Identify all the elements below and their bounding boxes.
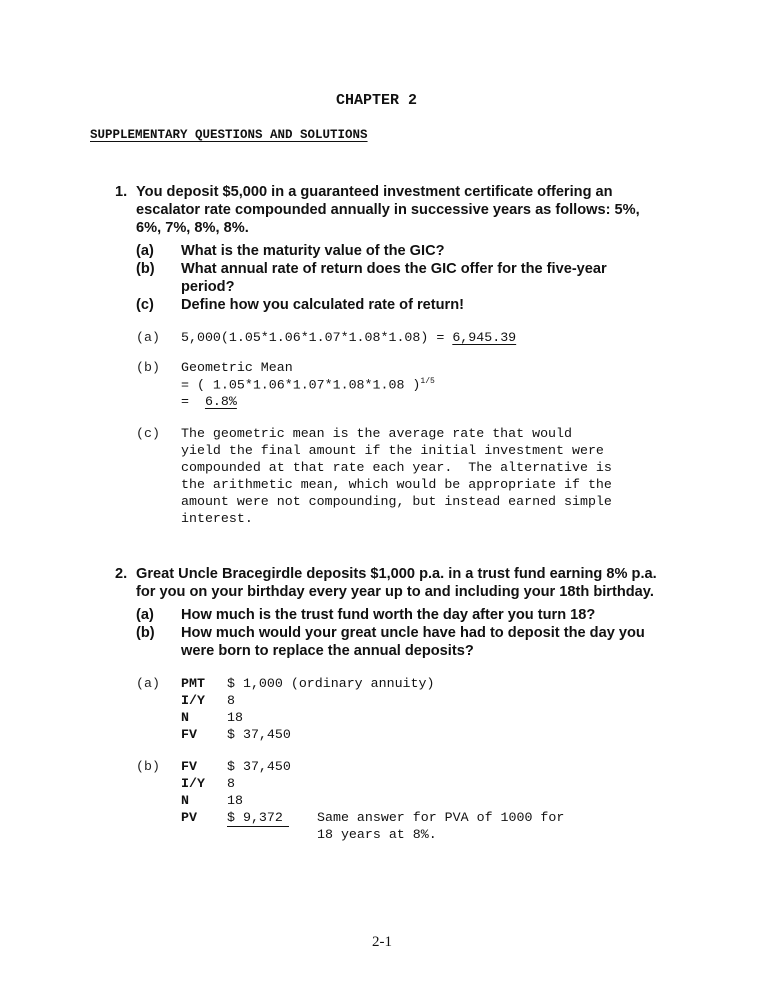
answer-b-line: Geometric Mean bbox=[181, 360, 293, 375]
part-text: Define how you calculated rate of return! bbox=[181, 297, 465, 313]
calc-key: N bbox=[181, 793, 189, 808]
answer-b-note: Same answer for PVA of 1000 for bbox=[317, 810, 565, 825]
answer-b-result-line bbox=[181, 394, 237, 409]
answer-a-line bbox=[181, 330, 516, 345]
answer-b-result: 6.8% bbox=[204, 394, 237, 409]
answer-b-note: 18 years at 8%. bbox=[317, 827, 437, 842]
question-1-number: 1. bbox=[115, 184, 128, 200]
answer-b-formula bbox=[181, 377, 435, 392]
part-label: (a) bbox=[136, 243, 154, 259]
answer-c-line: amount were not compounding, but instead earned simple bbox=[181, 494, 612, 509]
answer-c-line: yield the final amount if the initial investment were bbox=[181, 443, 604, 458]
answer-a-expression: 5,000(1.05*1.06*1.07*1.08*1.08) = bbox=[181, 330, 453, 345]
question-1-line: You deposit $5,000 in a guaranteed investment certificate offering an bbox=[136, 184, 613, 200]
answer-label: (a) bbox=[136, 330, 160, 345]
answer-label: (a) bbox=[136, 676, 160, 691]
calc-value: 8 bbox=[227, 776, 235, 791]
part-text: What is the maturity value of the GIC? bbox=[181, 243, 445, 259]
question-1-line: escalator rate compounded annually in successive years as follows: 5%, bbox=[136, 202, 640, 218]
calc-value: $ 37,450 bbox=[227, 759, 291, 774]
calc-key: PMT bbox=[181, 676, 205, 691]
answer-label: (c) bbox=[136, 426, 160, 441]
calc-value-result: $ 9,372 bbox=[227, 810, 289, 827]
answer-label: (b) bbox=[136, 360, 160, 375]
part-text: period? bbox=[181, 279, 235, 295]
calc-key: N bbox=[181, 710, 189, 725]
question-2-line: for you on your birthday every year up to and including your 18th birthday. bbox=[136, 584, 654, 600]
part-label: (a) bbox=[136, 607, 154, 623]
answer-a-result: 6,945.39 bbox=[452, 330, 517, 345]
part-text: How much would your great uncle have had to deposit the day you bbox=[181, 625, 645, 641]
calc-key: I/Y bbox=[181, 776, 205, 791]
calc-value: 18 bbox=[227, 710, 243, 725]
calc-key: FV bbox=[181, 727, 197, 742]
question-2-line: Great Uncle Bracegirdle deposits $1,000 p.a. in a trust fund earning 8% p.a. bbox=[136, 566, 657, 582]
answer-b-exponent: 1/5 bbox=[420, 377, 435, 386]
answer-b-formula-text: = ( 1.05*1.06*1.07*1.08*1.08 ) bbox=[181, 377, 421, 393]
question-2-number: 2. bbox=[115, 566, 128, 582]
calc-value: 18 bbox=[227, 793, 243, 808]
page-number: 2-1 bbox=[372, 934, 392, 950]
calc-value: $ 1,000 (ordinary annuity) bbox=[227, 676, 435, 691]
part-text: How much is the trust fund worth the day after you turn 18? bbox=[181, 607, 596, 623]
answer-c-line: interest. bbox=[181, 511, 253, 526]
calc-key: FV bbox=[181, 759, 197, 774]
answer-c-line: compounded at that rate each year. The alternative is bbox=[181, 460, 612, 475]
part-label: (c) bbox=[136, 297, 154, 313]
part-label: (b) bbox=[136, 261, 155, 277]
calc-value: 8 bbox=[227, 693, 235, 708]
calc-value: $ 37,450 bbox=[227, 727, 291, 742]
part-text: were born to replace the annual deposits? bbox=[181, 643, 474, 659]
part-label: (b) bbox=[136, 625, 155, 641]
chapter-title: CHAPTER 2 bbox=[336, 92, 418, 109]
question-1-line: 6%, 7%, 8%, 8%. bbox=[136, 220, 249, 236]
answer-c-line: The geometric mean is the average rate that would bbox=[181, 426, 572, 441]
answer-label: (b) bbox=[136, 759, 160, 774]
section-title: SUPPLEMENTARY QUESTIONS AND SOLUTIONS bbox=[90, 128, 368, 142]
calc-key: I/Y bbox=[181, 693, 205, 708]
part-text: What annual rate of return does the GIC offer for the five-year bbox=[181, 261, 607, 277]
calc-key: PV bbox=[181, 810, 197, 825]
answer-c-line: the arithmetic mean, which would be appropriate if the bbox=[181, 477, 612, 492]
answer-b-prefix: = bbox=[181, 394, 197, 409]
